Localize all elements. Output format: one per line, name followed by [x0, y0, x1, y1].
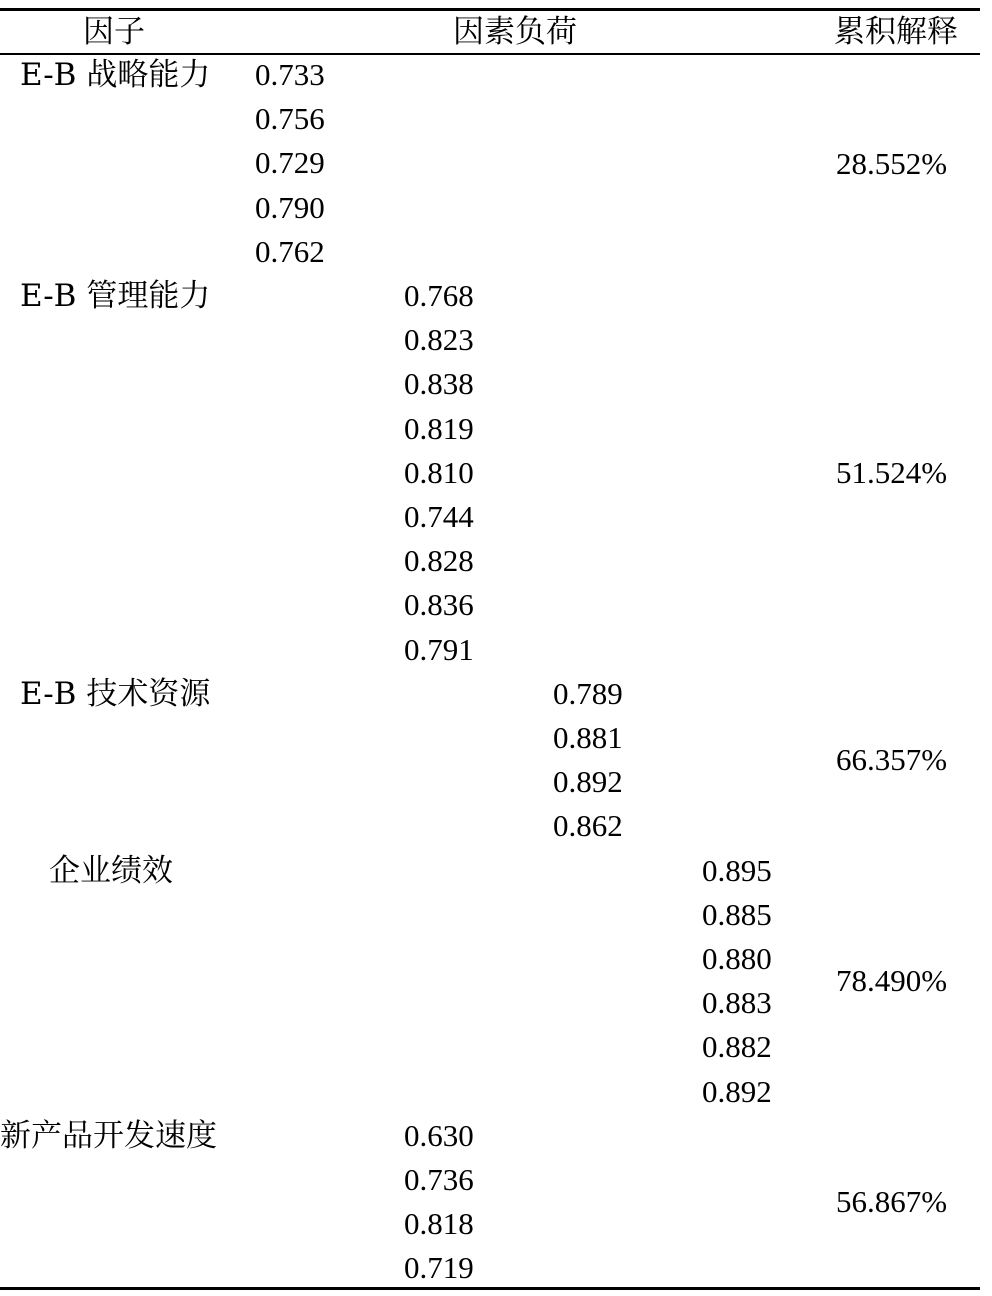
table-bottom-rule: [0, 1287, 980, 1290]
cumulative-value: 51.524%: [836, 454, 948, 490]
loading-value: 0.883: [702, 985, 772, 1021]
factor-name: 企业绩效: [49, 852, 173, 889]
loading-value: 0.892: [553, 764, 623, 800]
factor-name: E-B 技术资源: [20, 675, 211, 712]
loading-value: 0.630: [404, 1117, 474, 1153]
loading-value: 0.789: [553, 675, 623, 711]
loading-value: 0.836: [404, 587, 474, 623]
loading-value: 0.818: [404, 1206, 474, 1242]
loading-value: 0.768: [404, 278, 474, 313]
cumulative-value: 56.867%: [836, 1184, 948, 1220]
cumulative-value: 28.552%: [836, 145, 948, 181]
header-factor: 因子: [83, 14, 145, 50]
loading-value: 0.762: [255, 233, 325, 269]
loading-value: 0.885: [702, 896, 772, 932]
loading-value: 0.719: [404, 1250, 474, 1286]
loading-value: 0.881: [553, 720, 623, 755]
factor-name: 新产品开发速度: [0, 1117, 217, 1154]
loading-value: 0.744: [404, 499, 474, 534]
loading-value: 0.790: [255, 189, 325, 225]
factor-name: E-B 战略能力: [20, 57, 211, 93]
loading-value: 0.862: [553, 808, 623, 844]
loading-value: 0.892: [702, 1073, 772, 1109]
loading-value: 0.819: [404, 410, 474, 446]
cumulative-value: 78.490%: [836, 963, 948, 999]
factor-name: E-B 管理能力: [20, 278, 211, 314]
loading-value: 0.838: [404, 366, 474, 402]
header-cumulative: 累积解释: [834, 14, 958, 50]
loading-value: 0.895: [702, 852, 772, 888]
loading-value: 0.880: [702, 941, 772, 976]
loading-value: 0.791: [404, 631, 474, 667]
loading-value: 0.828: [404, 543, 474, 579]
loading-value: 0.736: [404, 1162, 474, 1197]
loading-value: 0.823: [404, 322, 474, 358]
loading-value: 0.729: [255, 145, 325, 181]
loading-value: 0.756: [255, 101, 325, 137]
cumulative-value: 66.357%: [836, 742, 948, 778]
loading-value: 0.810: [404, 454, 474, 490]
loading-value: 0.733: [255, 57, 325, 92]
loading-value: 0.882: [702, 1029, 772, 1065]
header-loading: 因素负荷: [453, 14, 577, 50]
